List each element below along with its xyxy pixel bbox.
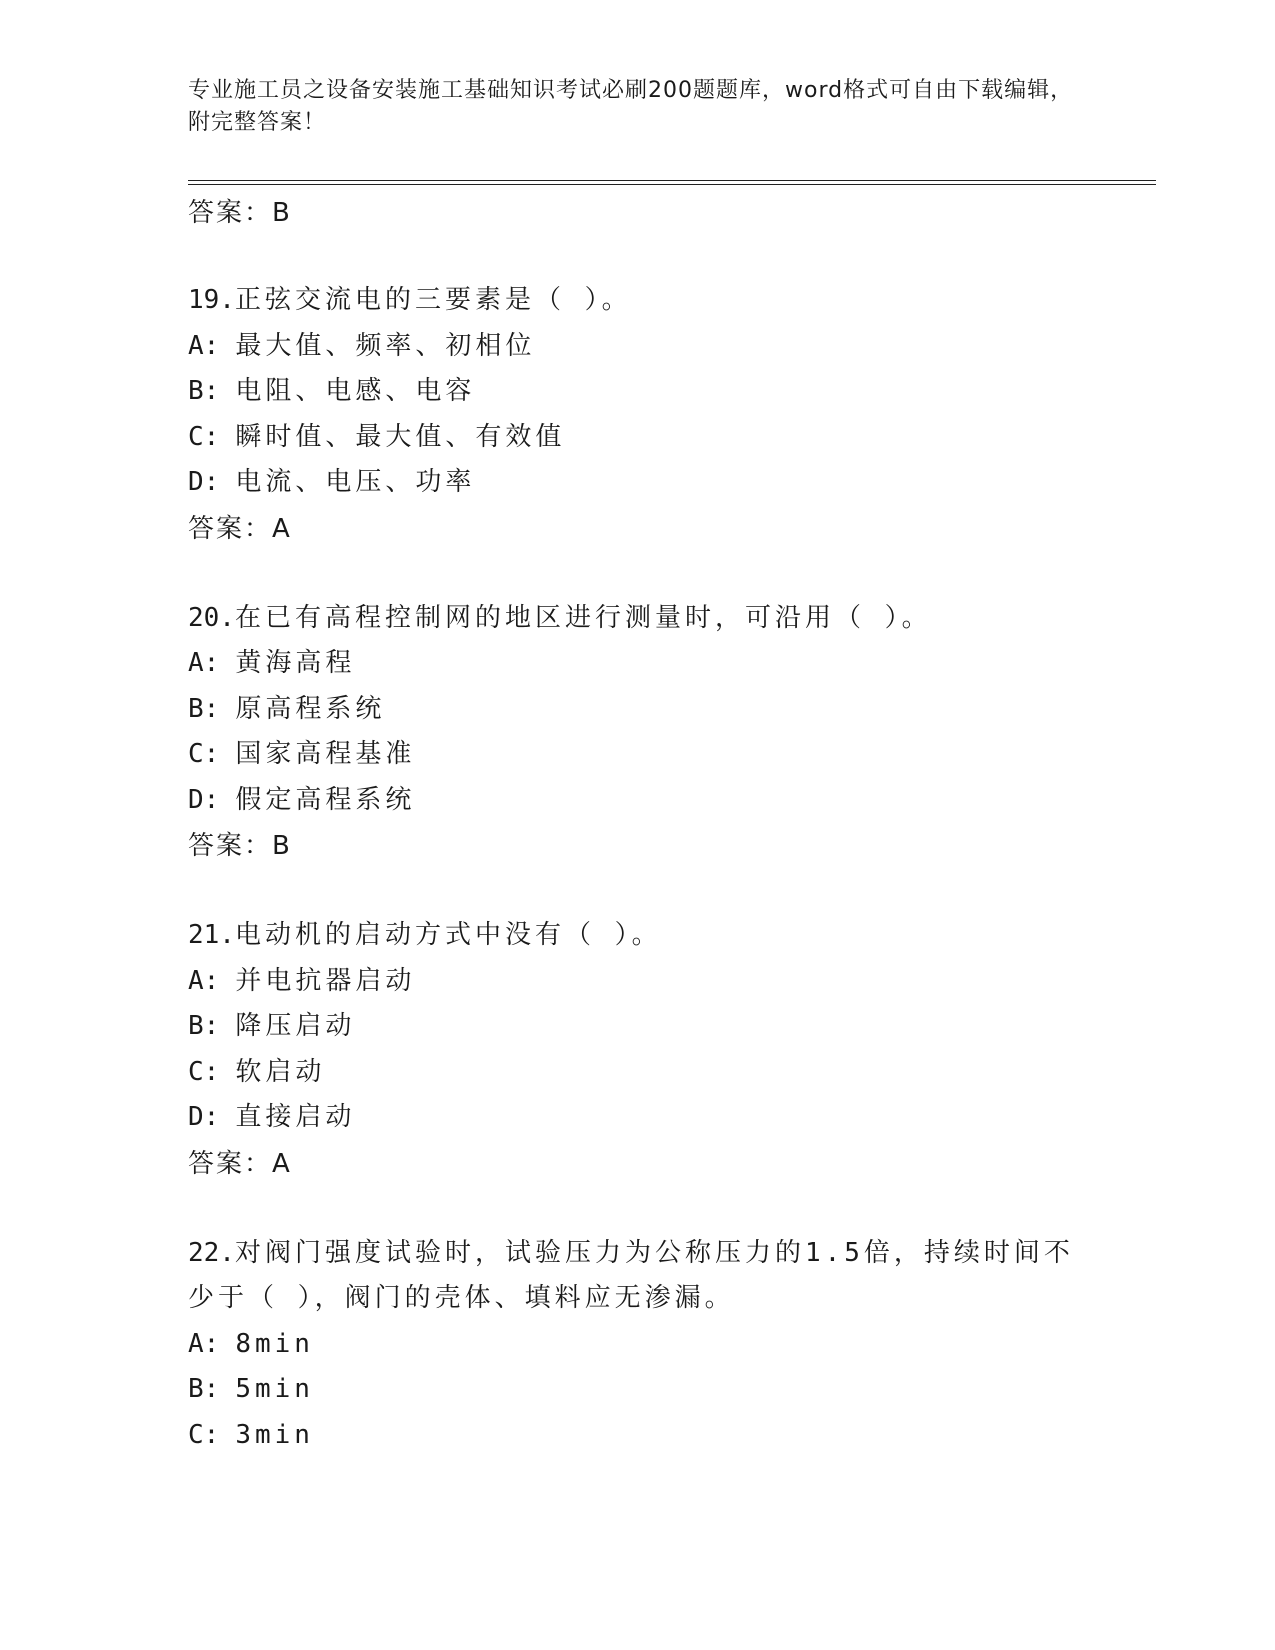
question-number: 20. <box>188 602 235 633</box>
option-a <box>188 641 1088 687</box>
option-key: C: <box>188 739 220 769</box>
option-text: 5min <box>235 1374 314 1404</box>
option-text: 软启动 <box>235 1056 326 1087</box>
question-text <box>188 596 1088 642</box>
option-key: A: <box>188 648 220 678</box>
question-number: 19. <box>188 285 235 315</box>
option-key: D: <box>188 467 220 497</box>
option-b <box>188 1004 1088 1050</box>
option-key: A: <box>188 1328 220 1359</box>
option-a <box>188 959 1088 1005</box>
question-text <box>188 913 1088 959</box>
header-divider <box>188 180 1156 185</box>
option-text: 8min <box>235 1328 314 1359</box>
option-key: B: <box>188 693 220 724</box>
option-text: 电流、电压、功率 <box>235 467 476 497</box>
option-text: 原高程系统 <box>235 693 386 724</box>
question-item <box>188 913 1088 1187</box>
option-text: 国家高程基准 <box>235 739 416 769</box>
option-key: C: <box>188 1056 220 1087</box>
option-key: B: <box>188 1011 220 1041</box>
option-text: 瞬时值、最大值、有效值 <box>235 421 566 452</box>
answer-line: 答案：B <box>188 198 292 228</box>
option-c <box>188 415 1088 461</box>
question-list <box>188 190 1088 1502</box>
option-d <box>188 778 1088 824</box>
option-key: B: <box>188 376 220 406</box>
option-key: B: <box>188 1374 220 1404</box>
answer-line: 答案：A <box>188 1148 292 1179</box>
option-c <box>188 732 1088 778</box>
option-b <box>188 1367 1088 1413</box>
option-c <box>188 1050 1088 1096</box>
option-text: 黄海高程 <box>235 648 356 678</box>
answer-line: 答案：A <box>188 513 292 544</box>
question-item <box>188 278 1088 552</box>
question-stem: 对阀门强度试验时，试验压力为公称压力的1.5倍，持续时间不少于（ ），阀门的壳体、填料应无渗漏。 <box>188 1237 1074 1313</box>
option-b <box>188 687 1088 733</box>
option-d <box>188 460 1088 506</box>
option-key: A: <box>188 965 220 996</box>
option-text: 并电抗器启动 <box>235 965 416 996</box>
question-stem: 电动机的启动方式中没有（ ）。 <box>234 920 662 950</box>
question-item <box>188 1231 1088 1459</box>
option-text: 假定高程系统 <box>235 784 416 815</box>
document-title: 专业施工员之设备安装施工基础知识考试必刷200题题库，word格式可自由下载编辑，附完整答案！ <box>188 78 1074 135</box>
option-key: C: <box>188 1419 220 1450</box>
option-text: 3min <box>235 1419 314 1450</box>
option-key: A: <box>188 330 220 361</box>
question-text <box>188 278 1088 324</box>
question-number: 22. <box>188 1237 235 1268</box>
answer-line: 答案：B <box>188 831 292 861</box>
option-a <box>188 324 1088 370</box>
option-key: D: <box>188 784 220 815</box>
option-key: D: <box>188 1102 220 1132</box>
option-text: 最大值、频率、初相位 <box>235 330 536 361</box>
document-header <box>188 75 1088 139</box>
option-b <box>188 369 1088 415</box>
question-item <box>188 596 1088 870</box>
option-c <box>188 1413 1088 1459</box>
option-d <box>188 1095 1088 1141</box>
option-a <box>188 1322 1088 1368</box>
question-stem: 在已有高程控制网的地区进行测量时，可沿用（ ）。 <box>234 602 932 633</box>
question-stem: 正弦交流电的三要素是（ ）。 <box>234 285 632 315</box>
question-text <box>188 1231 1088 1322</box>
option-text: 直接启动 <box>235 1102 356 1132</box>
option-text: 电阻、电感、电容 <box>235 376 476 406</box>
option-text: 降压启动 <box>235 1011 356 1041</box>
question-number: 21. <box>188 920 235 950</box>
option-key: C: <box>188 421 220 452</box>
